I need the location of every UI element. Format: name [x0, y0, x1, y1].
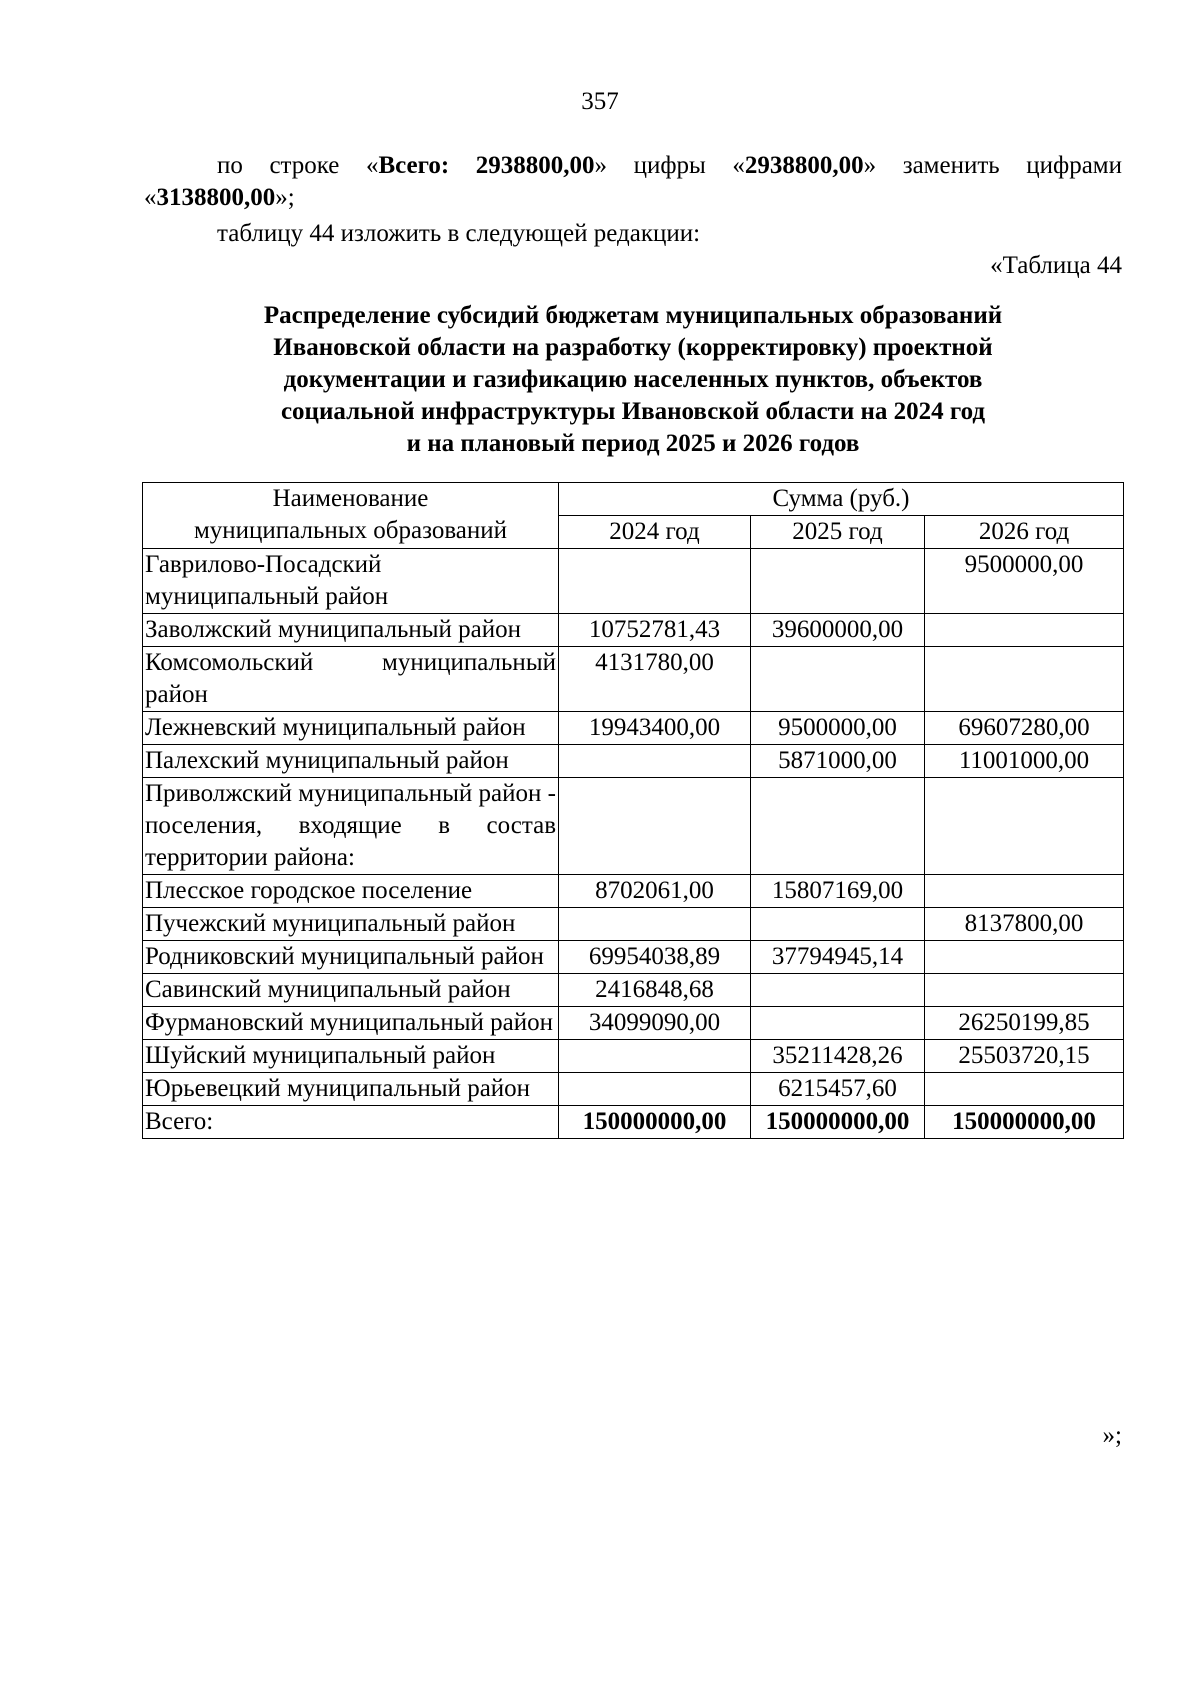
document-title: [144, 300, 1122, 460]
amount-2024: 34099090,00: [559, 1007, 751, 1040]
amount-2026: [925, 941, 1124, 974]
total-row: [143, 1106, 1124, 1139]
amount-2025: 39600000,00: [751, 614, 925, 647]
title-line: и на плановый период 2025 и 2026 годов: [406, 430, 860, 457]
amount-2026: 69607280,00: [925, 712, 1124, 745]
amount-2025: 6215457,60: [751, 1073, 925, 1106]
amount-2026: [925, 1073, 1124, 1106]
municipality-name: Юрьевецкий муниципальный район: [143, 1073, 559, 1106]
amendment-text-3: » заменить цифрами «: [144, 152, 1122, 211]
amount-2024: [559, 1073, 751, 1106]
header-municipality-line1: Наименование: [272, 485, 429, 512]
title-line: документации и газификацию населенных пунктов, объектов: [283, 366, 983, 393]
amendment-bold-1: Всего: 2938800,00: [378, 152, 595, 179]
subsidy-table: [142, 482, 1124, 1139]
amendment-text-4: »;: [275, 184, 295, 211]
amount-2025: 5871000,00: [751, 745, 925, 778]
amount-2026: 8137800,00: [925, 908, 1124, 941]
amendment-bold-3: 3138800,00: [156, 184, 276, 211]
table-row: [143, 712, 1124, 745]
amount-2025: [751, 908, 925, 941]
header-year-2024: 2024 год: [559, 516, 751, 549]
table-row: [143, 941, 1124, 974]
table-instruction-paragraph: таблицу 44 изложить в следующей редакции:: [217, 220, 701, 247]
municipality-name: Савинский муниципальный район: [143, 974, 559, 1007]
header-year-2025: 2025 год: [751, 516, 925, 549]
municipality-name: Плесское городское поселение: [143, 875, 559, 908]
amount-2025: 37794945,14: [751, 941, 925, 974]
amount-2026: 26250199,85: [925, 1007, 1124, 1040]
table-row: [143, 1040, 1124, 1073]
page-number: 357: [581, 88, 619, 115]
total-2025: 150000000,00: [751, 1106, 925, 1139]
table-row: [143, 647, 1124, 712]
amount-2026: [925, 875, 1124, 908]
municipality-name: Комсомольский муниципальный район: [143, 647, 559, 712]
amount-2025: [751, 974, 925, 1007]
amount-2025: [751, 1007, 925, 1040]
amendment-paragraph: [144, 150, 1122, 214]
table-row: [143, 614, 1124, 647]
table-row: [143, 908, 1124, 941]
amount-2024: 8702061,00: [559, 875, 751, 908]
municipality-name: Фурмановский муниципальный район: [143, 1007, 559, 1040]
amount-2024: 4131780,00: [559, 647, 751, 712]
table-row: [143, 875, 1124, 908]
table-row: [143, 549, 1124, 614]
title-line: Ивановской области на разработку (корректировку) проектной: [273, 334, 993, 361]
amount-2025: [751, 778, 925, 875]
table-header-row: [143, 483, 1124, 516]
amount-2024: [559, 1040, 751, 1073]
total-label: Всего:: [143, 1106, 559, 1139]
amount-2024: [559, 778, 751, 875]
amount-2025: [751, 549, 925, 614]
municipality-name: Пучежский муниципальный район: [143, 908, 559, 941]
amount-2024: [559, 549, 751, 614]
amount-2026: 9500000,00: [925, 549, 1124, 614]
amount-2026: [925, 974, 1124, 1007]
municipality-name: Гаврилово-Посадский муниципальный район: [143, 549, 559, 614]
amount-2026: 11001000,00: [925, 745, 1124, 778]
amount-2026: [925, 778, 1124, 875]
header-municipality: [143, 483, 559, 549]
total-2024: 150000000,00: [559, 1106, 751, 1139]
table-row: [143, 745, 1124, 778]
municipality-name: Приволжский муниципальный район - поселения, входящие в состав территории района:: [143, 778, 559, 875]
amount-2025: 35211428,26: [751, 1040, 925, 1073]
amount-2025: 9500000,00: [751, 712, 925, 745]
amount-2025: 15807169,00: [751, 875, 925, 908]
municipality-name: Лежневский муниципальный район: [143, 712, 559, 745]
total-2026: 150000000,00: [925, 1106, 1124, 1139]
amount-2024: 10752781,43: [559, 614, 751, 647]
amendment-bold-2: 2938800,00: [744, 152, 864, 179]
amount-2025: [751, 647, 925, 712]
table-row: [143, 778, 1124, 875]
header-municipality-line2: муниципальных образований: [193, 517, 508, 544]
amount-2024: 2416848,68: [559, 974, 751, 1007]
amount-2026: 25503720,15: [925, 1040, 1124, 1073]
municipality-name: Родниковский муниципальный район: [143, 941, 559, 974]
amount-2026: [925, 614, 1124, 647]
table-reference: «Таблица 44: [990, 252, 1122, 279]
amount-2024: 69954038,89: [559, 941, 751, 974]
amount-2024: [559, 908, 751, 941]
table-body: [143, 549, 1124, 1139]
closing-mark: »;: [1102, 1422, 1122, 1449]
municipality-name: Палехский муниципальный район: [143, 745, 559, 778]
header-sum: Сумма (руб.): [559, 483, 1124, 516]
title-line: Распределение субсидий бюджетам муниципальных образований: [263, 302, 1003, 329]
table-row: [143, 974, 1124, 1007]
header-year-2026: 2026 год: [925, 516, 1124, 549]
table-row: [143, 1007, 1124, 1040]
amount-2024: 19943400,00: [559, 712, 751, 745]
amendment-text-1: по строке «: [217, 152, 379, 179]
amendment-text-2: » цифры «: [594, 152, 745, 179]
municipality-name: Заволжский муниципальный район: [143, 614, 559, 647]
amount-2026: [925, 647, 1124, 712]
table-row: [143, 1073, 1124, 1106]
amount-2024: [559, 745, 751, 778]
municipality-name: Шуйский муниципальный район: [143, 1040, 559, 1073]
title-line: социальной инфраструктуры Ивановской области на 2024 год: [280, 398, 986, 425]
